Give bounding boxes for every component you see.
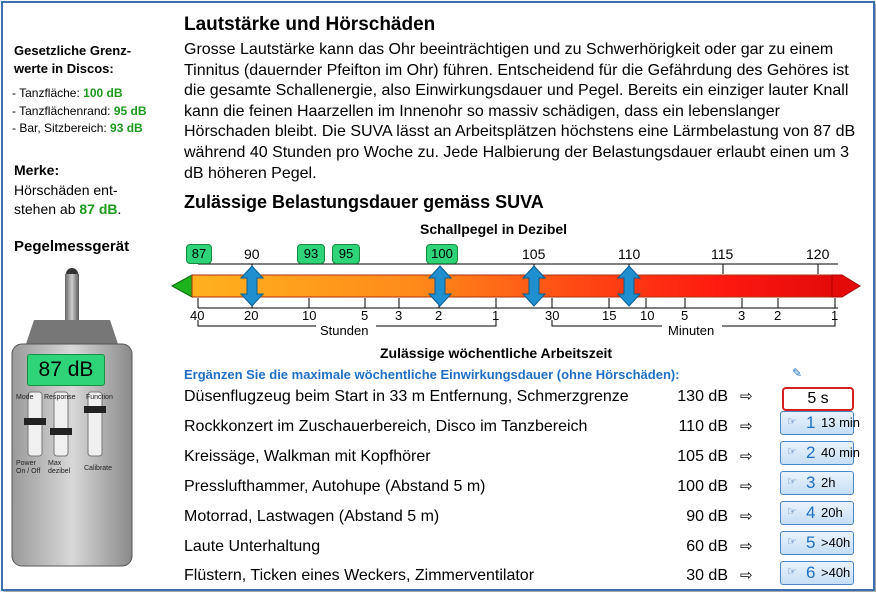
meter-power-label: Power On / Off (16, 460, 41, 475)
list-item: Kreissäge, Walkman mit Kopfhörer 105 dB ⇨ (184, 448, 753, 465)
weekly-time-title: Zulässige wöchentliche Arbeitszeit (380, 345, 613, 361)
arrow-right-icon: ⇨ (740, 418, 753, 435)
pointing-hand-icon: ☞ (787, 566, 797, 578)
arrow-right-icon: ⇨ (740, 448, 753, 465)
sound-level-meter-icon (10, 268, 140, 578)
list-item: Motorrad, Lastwagen (Abstand 5 m) 90 dB ⇨ (184, 508, 753, 525)
list-item: Düsenflugzeug beim Start in 33 m Entfernung, Schmerzgrenze 130 dB ⇨ (184, 388, 753, 405)
answer-field-jet[interactable]: 5 s (782, 387, 854, 411)
minutes-tick-5: 5 (681, 308, 689, 323)
db-tick-90: 90 (244, 246, 260, 262)
answer-button-6[interactable]: ☞ 6 >40h (780, 561, 854, 585)
meter-calibrate-label: Calibrate (84, 465, 113, 472)
intro-paragraph: Grosse Lautstärke kann das Ohr beeinträchtigen und zu Schwerhörigkeit oder gar zu einem Tinnitus (dauernder Pfeifton im Ohr) führen. Entscheidend für die Gefährdung des Gehöres ist die gesamte Schallenergie, also Einwirkungsdauer und Pegel. Bereits ein einziger lauter Knall kann die feinen Haarzellen im Innenohr so massiv schädigen, dass ein lebenslanger Hörschaden bleibt. Die SUVA lässt an Arbeitsplätzen höchstens eine Lärmbelastung von 87 dB während 40 Stunden pro Woche zu. Jede Halbierung der Belastungsdauer erlaubt einen um 3 dB höheren Pegel. (184, 41, 856, 182)
limit-dancefloor-edge: - Tanzflächenrand: 95 dB (12, 104, 147, 118)
hours-tick-3: 3 (395, 308, 403, 323)
decibel-scale (168, 240, 868, 340)
answer-button-5[interactable]: ☞ 5 >40h (780, 531, 854, 555)
hours-tick-1: 1 (492, 308, 500, 323)
list-item: Laute Unterhaltung 60 dB ⇨ (184, 538, 753, 555)
badge-95: 95 (332, 244, 360, 264)
merke-label: Merke: (14, 162, 60, 178)
minutes-tick-1: 1 (831, 308, 839, 323)
merke-text: Hörschäden ent-stehen ab 87 dB. (14, 182, 122, 217)
pen-icon: ✎ (792, 366, 803, 380)
hours-tick-5: 5 (361, 308, 369, 323)
minutes-tick-2: 2 (774, 308, 782, 323)
arrow-right-icon: ⇨ (740, 508, 753, 525)
meter-function-label: Function (86, 394, 113, 401)
list-item: Rockkonzert im Zuschauerbereich, Disco im Tanzbereich 110 dB ⇨ (184, 418, 753, 435)
arrow-right-icon: ⇨ (740, 538, 753, 555)
meter-mode-label: Mode (16, 394, 34, 401)
limit-dancefloor: - Tanzfläche: 100 dB (12, 86, 123, 100)
hours-tick-2: 2 (435, 308, 443, 323)
suva-title: Zulässige Belastungsdauer gemäss SUVA (184, 192, 544, 212)
time-ticks (198, 298, 835, 308)
hours-tick-20: 20 (244, 308, 259, 323)
db-tick-115: 115 (711, 246, 734, 262)
pointing-hand-icon: ☞ (787, 506, 797, 518)
db-tick-110: 110 (618, 246, 641, 262)
minutes-tick-15: 15 (602, 308, 617, 323)
minutes-label: Minuten (668, 323, 715, 338)
page-title: Lautstärke und Hörschäden (184, 14, 436, 35)
meter-response-label: Response (44, 394, 76, 401)
pointing-hand-icon: ☞ (787, 416, 797, 428)
limit-bar: - Bar, Sitzbereich: 93 dB (12, 121, 143, 135)
arrow-right-icon: ⇨ (740, 478, 753, 495)
hours-tick-10: 10 (302, 308, 317, 323)
badge-87: 87 (186, 244, 212, 264)
meter-max-label: Max dezibel (48, 460, 71, 475)
pointing-hand-icon: ☞ (787, 446, 797, 458)
answer-button-2[interactable]: ☞ 2 40 min (780, 441, 854, 465)
badge-93: 93 (297, 244, 325, 264)
list-item: Flüstern, Ticken eines Weckers, Zimmerventilator 30 dB ⇨ (184, 567, 753, 584)
badge-100: 100 (426, 244, 458, 264)
pointing-hand-icon: ☞ (787, 536, 797, 548)
arrow-right-icon: ⇨ (740, 388, 753, 405)
answer-button-3[interactable]: ☞ 3 2h (780, 471, 854, 495)
arrow-right-icon: ⇨ (740, 567, 753, 584)
db-tick-120: 120 (806, 246, 830, 262)
hours-label: Stunden (320, 323, 369, 338)
hours-tick-40: 40 (190, 308, 205, 323)
instruction-text: Ergänzen Sie die maximale wöchentliche Einwirkungsdauer (ohne Hörschäden): (184, 367, 680, 382)
answer-button-4[interactable]: ☞ 4 20h (780, 501, 854, 525)
minutes-tick-3: 3 (738, 308, 746, 323)
meter-display: 87 dB (27, 354, 105, 386)
answer-button-1[interactable]: ☞ 1 13 min (780, 411, 854, 435)
minutes-tick-30: 30 (545, 308, 560, 323)
minutes-tick-10: 10 (640, 308, 655, 323)
sidebar-title: Gesetzliche Grenz-werte in Discos: (14, 43, 132, 76)
pointing-hand-icon: ☞ (787, 476, 797, 488)
list-item: Presslufthammer, Autohupe (Abstand 5 m) 100 dB ⇨ (184, 478, 753, 495)
meter-title: Pegelmessgerät (14, 238, 130, 255)
db-tick-105: 105 (522, 246, 546, 262)
scale-title: Schallpegel in Dezibel (420, 221, 568, 237)
